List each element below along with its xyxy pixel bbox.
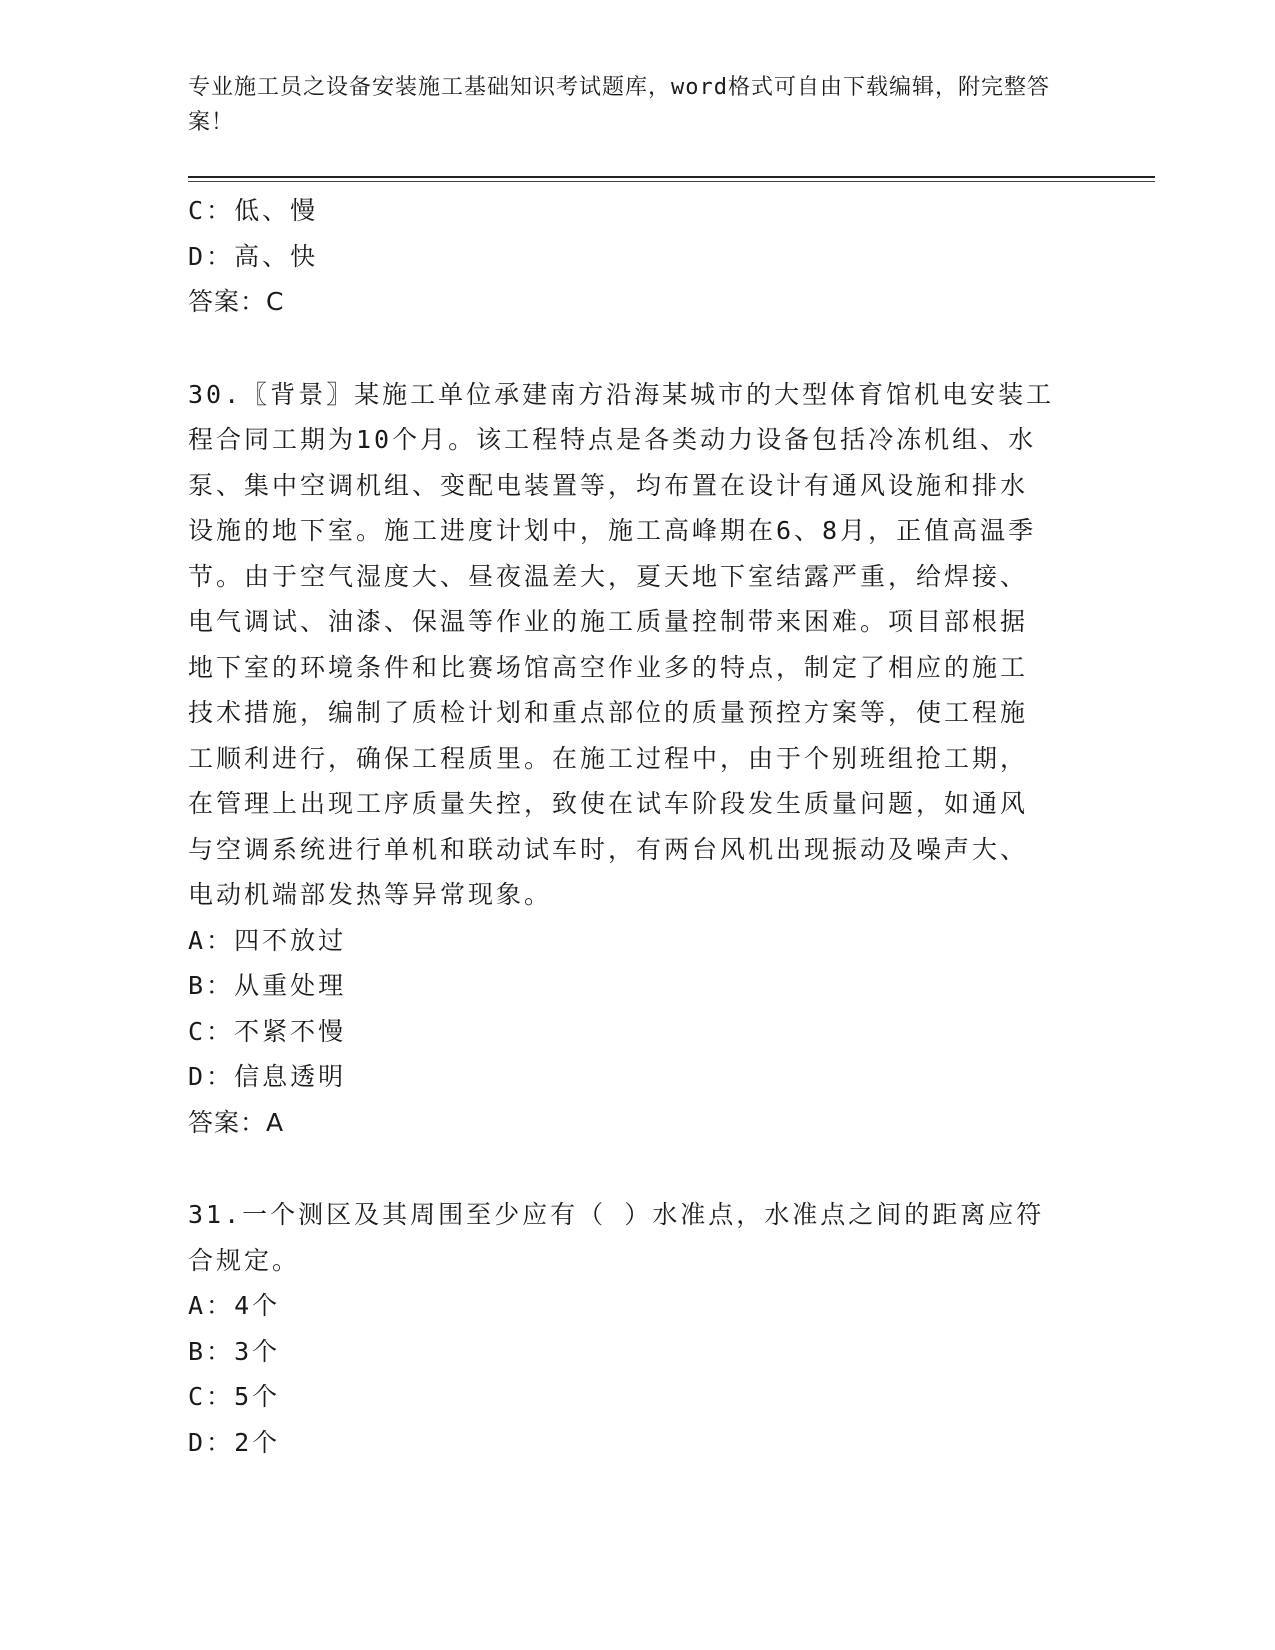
- header-title: 专业施工员之设备安装施工基础知识考试题库，word格式可自由下载编辑，附完整答案！: [188, 75, 1050, 135]
- stem-line: 电动机端部发热等异常现象。: [188, 880, 553, 909]
- option-a: [188, 1283, 1088, 1329]
- stem-line: 电气调试、油漆、保温等作业的施工质量控制带来困难。项目部根据: [188, 607, 1029, 636]
- option-b: [188, 1329, 1088, 1375]
- option-text: 信息透明: [234, 1062, 347, 1091]
- option-text: 低、慢: [234, 196, 319, 225]
- stem-line: 与空调系统进行单机和联动试车时，有两台风机出现振动及噪声大、: [188, 834, 1029, 864]
- option-text: 5个: [234, 1382, 281, 1411]
- option-letter: D：: [188, 1427, 235, 1457]
- spacer: [188, 1145, 1088, 1192]
- stem-line: 合规定。: [188, 1245, 301, 1275]
- question-content: [188, 188, 1088, 1465]
- option-c: [188, 1009, 1088, 1055]
- stem-line: 工顺利进行，确保工程质里。在施工过程中，由于个别班组抢工期，: [188, 743, 1029, 773]
- option-letter: C：: [188, 1382, 235, 1411]
- answer-line: 答案：C: [188, 287, 285, 316]
- option-letter: A：: [188, 925, 235, 955]
- option-text: 4个: [234, 1291, 281, 1320]
- option-b: [188, 963, 1088, 1009]
- option-letter: A：: [188, 1291, 235, 1320]
- option-text: 不紧不慢: [234, 1016, 347, 1046]
- option-text: 2个: [234, 1427, 281, 1457]
- stem-line: 程合同工期为10个月。该工程特点是各类动力设备包括冷冻机组、水: [188, 425, 1037, 454]
- option-letter: D：: [188, 1062, 235, 1091]
- option-a: [188, 918, 1088, 964]
- option-letter: C：: [188, 1016, 235, 1046]
- option-text: 3个: [234, 1336, 281, 1366]
- header-rule-thin: [188, 181, 1155, 182]
- stem-line: 设施的地下室。施工进度计划中，施工高峰期在6、8月，正值高温季: [188, 516, 1037, 545]
- stem-line: 技术措施，编制了质检计划和重点部位的质量预控方案等，使工程施: [188, 698, 1029, 727]
- option-d: [188, 234, 1088, 280]
- stem-line: 31.一个测区及其周围至少应有（ ）水准点，水准点之间的距离应符: [188, 1200, 1045, 1229]
- page-header: [188, 70, 1088, 140]
- spacer: [188, 325, 1088, 372]
- option-letter: C：: [188, 196, 235, 225]
- option-text: 高、快: [234, 241, 319, 271]
- stem-line: 在管理上出现工序质量失控，致使在试车阶段发生质量问题，如通风: [188, 789, 1029, 818]
- header-rule-thick: [188, 176, 1155, 178]
- question-31: [188, 1192, 1088, 1465]
- option-c: [188, 188, 1088, 234]
- option-text: 从重处理: [234, 971, 347, 1000]
- prev-question: [188, 188, 1088, 325]
- stem-line: 地下室的环境条件和比赛场馆高空作业多的特点，制定了相应的施工: [188, 652, 1029, 682]
- option-letter: B：: [188, 971, 235, 1000]
- option-d: [188, 1054, 1088, 1100]
- option-letter: B：: [188, 1336, 235, 1366]
- option-c: [188, 1374, 1088, 1420]
- stem-line: 泵、集中空调机组、变配电装置等，均布置在设计有通风设施和排水: [188, 470, 1029, 500]
- option-letter: D：: [188, 241, 235, 271]
- question-30: [188, 372, 1088, 1146]
- stem-line: 节。由于空气湿度大、昼夜温差大，夏天地下室结露严重，给焊接、: [188, 561, 1029, 591]
- answer-line: 答案：A: [188, 1107, 285, 1137]
- option-d: [188, 1420, 1088, 1466]
- stem-line: 30.〖背景〗某施工单位承建南方沿海某城市的大型体育馆机电安装工: [188, 379, 1055, 409]
- option-text: 四不放过: [234, 925, 347, 955]
